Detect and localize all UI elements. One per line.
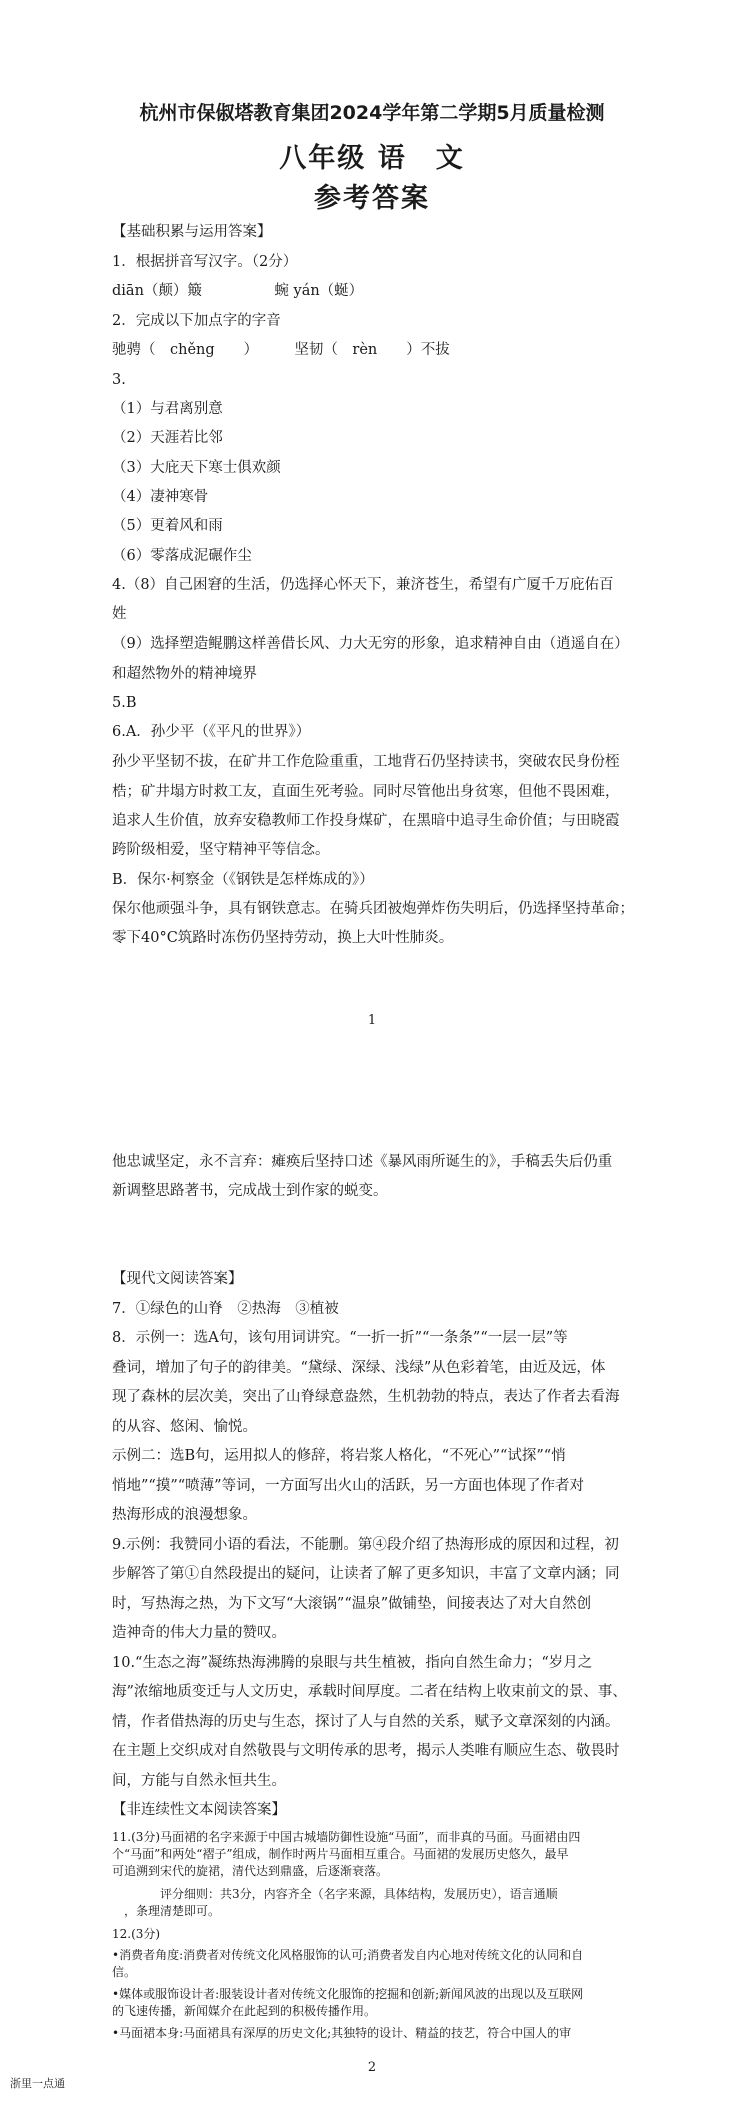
text-line: 2．完成以下加点字的字音 <box>112 313 281 329</box>
text-line: 【非连续性文本阅读答案】 <box>112 1802 286 1818</box>
text-line: 6.A．孙少平（《平凡的世界》） <box>112 724 311 740</box>
text-line: 4.（8）自己困窘的生活，仍选择心怀天下，兼济苍生，希望有广厦千万庇佑百 <box>112 577 614 593</box>
text-line: 【基础积累与运用答案】 <box>112 224 272 240</box>
text-line: 造神奇的伟大力量的赞叹。 <box>112 1625 286 1641</box>
text-line: 11.(3分)马面裙的名字来源于中国古城墙防御性设施“马面”，而非真的马面。马面裙由四 <box>112 1830 581 1844</box>
text-line: ，条理清楚即可。 <box>112 1904 221 1918</box>
text-line: 时，写热海之热，为下文写“大滚锅”“温泉”做铺垫，间接表达了对大自然创 <box>112 1596 592 1612</box>
text-line: 【现代文阅读答案】 <box>112 1271 243 1287</box>
answer-page-2 <box>0 1060 744 2104</box>
text-line: 叠词，增加了句子的韵律美。“黛绿、深绿、浅绿”从色彩着笔，由近及远，体 <box>112 1360 606 1376</box>
text-line: 在主题上交织成对自然敬畏与文明传承的思考，揭示人类唯有顺应生态、敬畏时 <box>112 1743 620 1759</box>
text-line: （6）零落成泥碾作尘 <box>112 548 252 564</box>
text-line: 7．①绿色的山脊 ②热海 ③植被 <box>112 1301 339 1317</box>
text-line: diān（颠）簸 蜿 yán（蜒） <box>112 283 364 299</box>
text-line: 驰骋（ chěng ） 坚韧（ rèn ）不拔 <box>112 342 450 358</box>
text-line: 8．示例一：选A句，该句用词讲究。“一折一折”“一条条”“一层一层”等 <box>112 1330 568 1346</box>
page-number-2: 2 <box>367 2060 377 2075</box>
text-line: 姓 <box>112 606 127 622</box>
text-line: 10.“生态之海”凝练热海沸腾的泉眼与共生植被，指向自然生命力；“岁月之 <box>112 1655 593 1671</box>
text-line: （1）与君离别意 <box>112 401 223 417</box>
grade-subject-title: 八年级 语 文 <box>279 143 465 174</box>
text-line: （5）更着风和雨 <box>112 518 223 534</box>
text-line: 悄地”“摸”“喷薄”等词，一方面写出火山的活跃，另一方面也体现了作者对 <box>112 1478 585 1494</box>
text-line: 保尔他顽强斗争，具有钢铁意志。在骑兵团被炮弹炸伤失明后，仍选择坚持革命； <box>112 901 634 917</box>
text-line: •媒体或服饰设计者:服装设计者对传统文化服饰的挖掘和创新;新闻风波的出现以及互联网 <box>112 1987 584 2001</box>
text-line: 5.B <box>112 695 137 711</box>
text-line: •消费者角度:消费者对传统文化风格服饰的认可;消费者发自内心地对传统文化的认同和自 <box>112 1948 584 1962</box>
text-line: 追求人生价值，放弃安稳教师工作投身煤矿，在黑暗中追寻生命价值；与田晓霞 <box>112 813 620 829</box>
text-line: 3. <box>112 372 126 388</box>
text-line: 新调整思路著书，完成战士到作家的蜕变。 <box>112 1183 388 1199</box>
text-line: 1．根据拼音写汉字。（2分） <box>112 254 298 270</box>
text-line: 信。 <box>112 1965 137 1979</box>
text-line: 的从容、悠闲、愉悦。 <box>112 1419 257 1435</box>
text-line: 12.(3分) <box>112 1927 161 1941</box>
exam-title: 杭州市保俶塔教育集团2024学年第二学期5月质量检测 <box>139 102 605 124</box>
text-line: 步解答了第①自然段提出的疑问，让读者了解了更多知识，丰富了文章内涵；同 <box>112 1566 620 1582</box>
text-line: 热海形成的浪漫想象。 <box>112 1507 257 1523</box>
text-line: 跨阶级相爱，坚守精神平等信念。 <box>112 842 330 858</box>
text-line: （3）大庇天下寒士俱欢颜 <box>112 460 281 476</box>
text-line: 现了森林的层次美，突出了山脊绿意盎然，生机勃勃的特点，表达了作者去看海 <box>112 1389 620 1405</box>
text-line: （9）选择塑造鲲鹏这样善借长风、力大无穷的形象，追求精神自由（逍遥自在） <box>112 636 629 652</box>
text-line: 零下40°C筑路时冻伤仍坚持劳动，换上大叶性肺炎。 <box>112 930 454 946</box>
page-number-1: 1 <box>367 1013 377 1028</box>
text-line: 评分细则：共3分，内容齐全（名字来源，具体结构，发展历史），语言通顺 <box>112 1887 558 1901</box>
text-line: •马面裙本身:马面裙具有深厚的历史文化;其独特的设计、精益的技艺，符合中国人的审 <box>112 2026 572 2040</box>
text-line: B．保尔·柯察金（《钢铁是怎样炼成的》） <box>112 872 374 888</box>
text-line: 他忠诚坚定，永不言弃：瘫痪后坚持口述《暴风雨所诞生的》，手稿丢失后仍重 <box>112 1154 613 1170</box>
text-line: 海”浓缩地质变迁与人文历史，承载时间厚度。二者在结构上收束前文的景、事、 <box>112 1684 627 1700</box>
footer-watermark: 浙里一点通 <box>10 2077 65 2090</box>
text-line: 可追溯到宋代的旋裙，清代达到鼎盛，后逐渐衰落。 <box>112 1864 389 1878</box>
text-line: 9.示例：我赞同小语的看法，不能删。第④段介绍了热海形成的原因和过程，初 <box>112 1537 619 1553</box>
text-line: 的飞速传播，新闻媒介在此起到的积极传播作用。 <box>112 2004 377 2018</box>
text-line: （2）天涯若比邻 <box>112 430 223 446</box>
text-line: 示例二：选B句，运用拟人的修辞，将岩浆人格化，“不死心”“试探”“悄 <box>112 1448 566 1464</box>
text-line: 个“马面”和两处“褶子”组成，制作时两片马面相互重合。马面裙的发展历史悠久，最早 <box>112 1847 569 1861</box>
text-line: 孙少平坚韧不拔，在矿井工作危险重重，工地背石仍坚持读书，突破农民身份桎 <box>112 754 620 770</box>
text-line: （4）凄神寒骨 <box>112 489 209 505</box>
text-line: 梏；矿井塌方时救工友，直面生死考验。同时尽管他出身贫寒，但他不畏困难， <box>112 784 620 800</box>
text-line: 间，方能与自然永恒共生。 <box>112 1773 286 1789</box>
text-line: 情，作者借热海的历史与生态，探讨了人与自然的关系，赋予文章深刻的内涵。 <box>112 1714 620 1730</box>
answer-key-title: 参考答案 <box>314 183 430 214</box>
text-line: 和超然物外的精神境界 <box>112 666 257 682</box>
